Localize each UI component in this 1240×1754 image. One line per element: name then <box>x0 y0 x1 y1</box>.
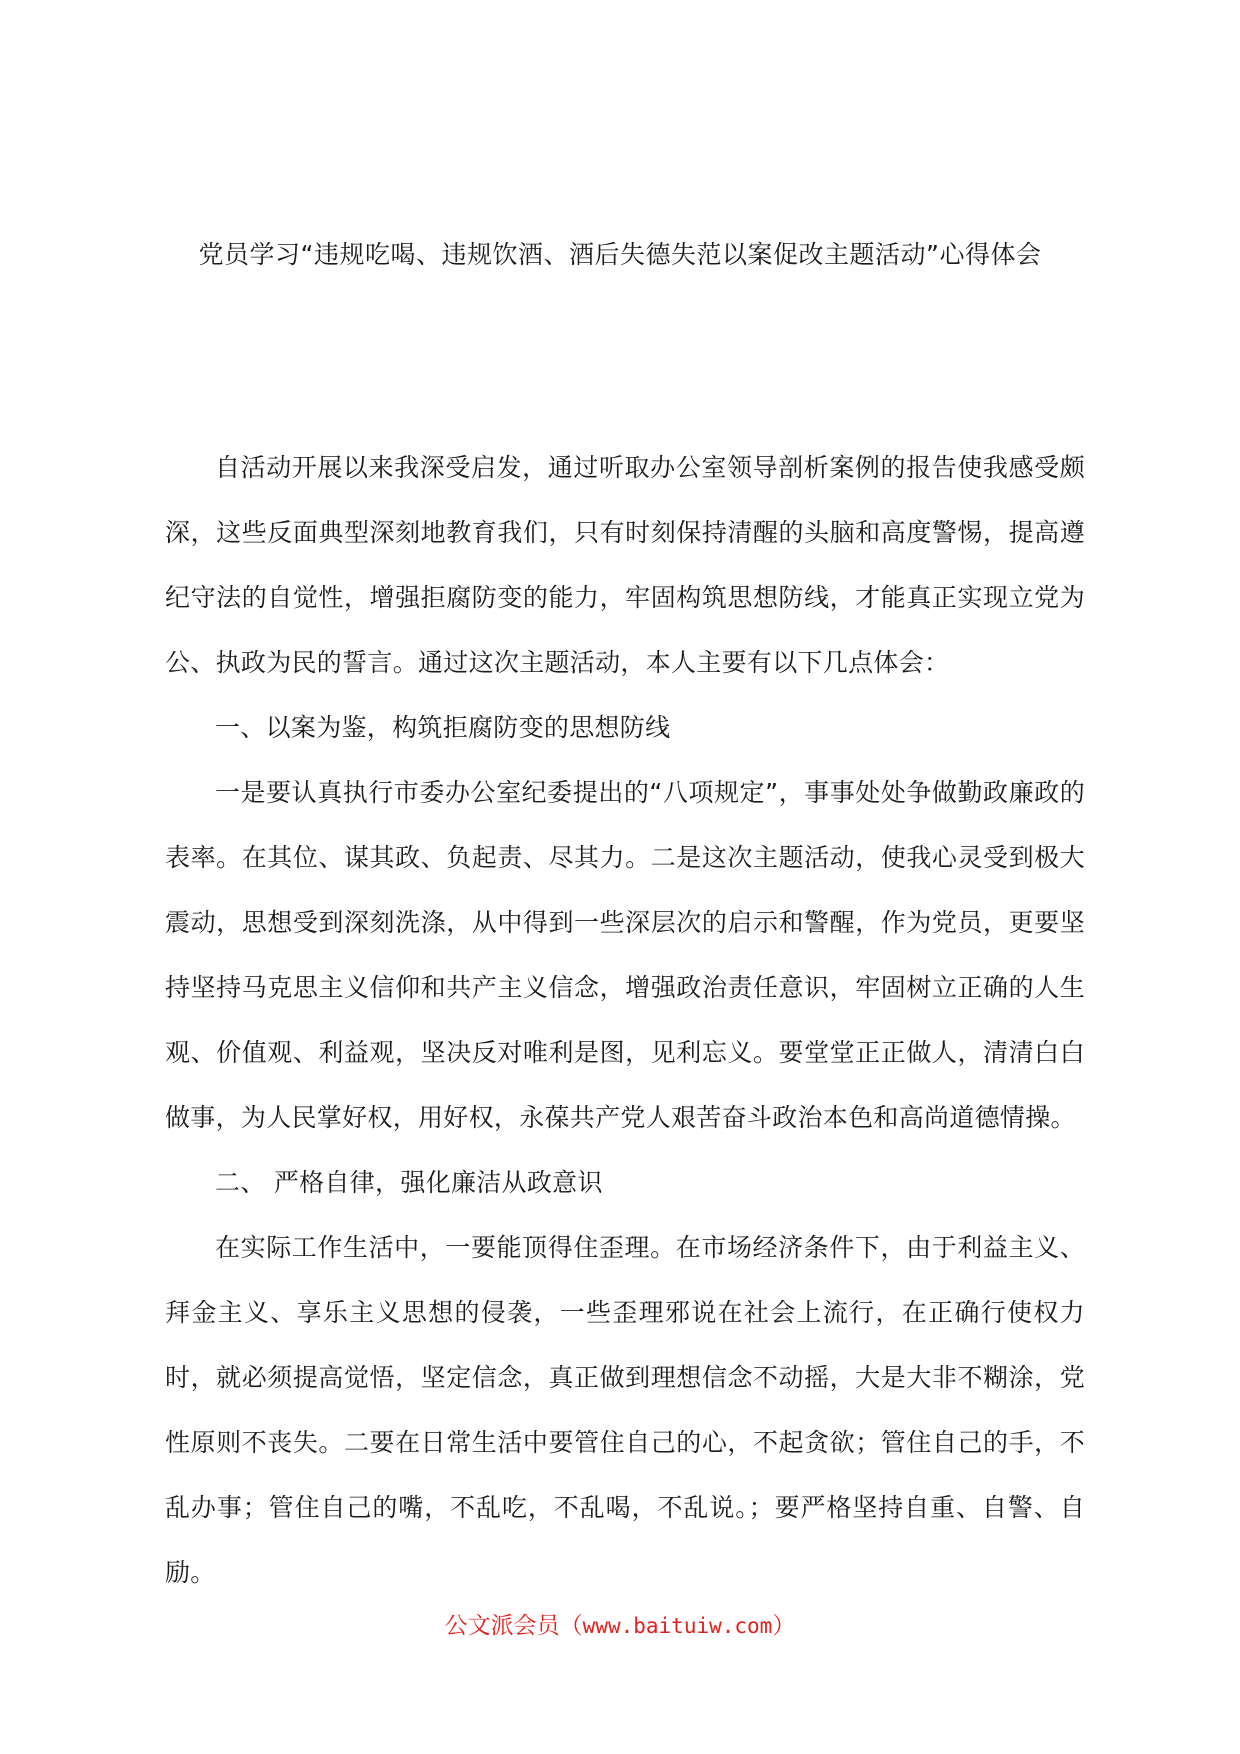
document-body <box>165 435 1085 1605</box>
section-heading-2: 二、 严格自律，强化廉洁从政意识 <box>215 1168 603 1197</box>
footer-site-link[interactable]: www.baituiw.com <box>582 1614 773 1638</box>
footer-brand: 公文派会员（ <box>444 1613 583 1639</box>
paragraph-intro: 自活动开展以来我深受启发，通过听取办公室领导剖析案例的报告使我感受颇深，这些反面典型深刻地教育我们，只有时刻保持清醒的头脑和高度警惕，提高遵纪守法的自觉性，增强拒腐防变的能力，牢固构筑思想防线，才能真正实现立党为公、执政为民的誓言。通过这次主题活动，本人主要有以下几点体会： <box>165 453 1085 677</box>
paragraph-section-2: 在实际工作生活中，一要能顶得住歪理。在市场经济条件下，由于利益主义、拜金主义、享乐主义思想的侵袭，一些歪理邪说在社会上流行，在正确行使权力时，就必须提高觉悟，坚定信念，真正做到理想信念不动摇，大是大非不糊涂，党性原则不丧失。二要在日常生活中要管住自己的心，不起贪欲；管住自己的手，不乱办事；管住自己的嘴，不乱吃，不乱喝，不乱说。；要严格坚持自重、自警、自励。 <box>165 1233 1085 1587</box>
paragraph-section-1: 一是要认真执行市委办公室纪委提出的“八项规定”，事事处处争做勤政廉政的表率。在其位、谋其政、负起责、尽其力。二是这次主题活动，使我心灵受到极大震动，思想受到深刻洗涤，从中得到一些深层次的启示和警醒，作为党员，更要坚持坚持马克思主义信仰和共产主义信念，增强政治责任意识，牢固树立正确的人生观、价值观、利益观，坚决反对唯利是图，见利忘义。要堂堂正正做人，清清白白做事，为人民掌好权，用好权，永葆共产党人艰苦奋斗政治本色和高尚道德情操。 <box>165 778 1085 1132</box>
document-title: 党员学习“违规吃喝、违规饮酒、酒后失德失范以案促改主题活动”心得体会 <box>198 240 1042 269</box>
section-heading-1: 一、以案为鉴，构筑拒腐防变的思想防线 <box>215 713 671 742</box>
footer-watermark <box>0 1610 1240 1642</box>
footer-close: ） <box>772 1613 796 1639</box>
